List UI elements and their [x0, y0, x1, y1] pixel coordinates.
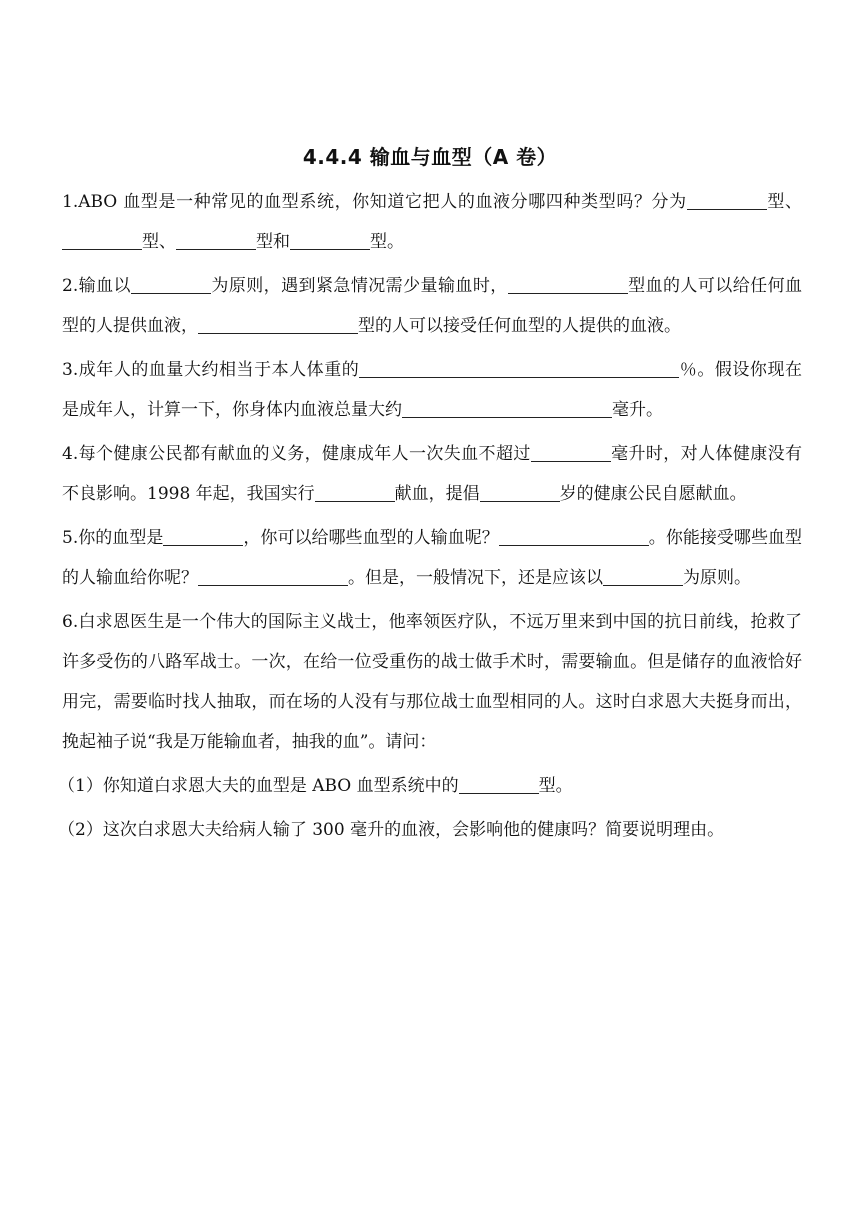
answer-blank[interactable] [687, 189, 767, 210]
question-4 [62, 434, 802, 514]
page-title: 4.4.4 输血与血型（A 卷） [302, 145, 558, 169]
answer-blank[interactable] [499, 525, 649, 546]
answer-blank[interactable] [459, 773, 539, 794]
question-1 [62, 182, 802, 262]
question-5-text: 。但是，一般情况下，还是应该以 [348, 568, 603, 588]
question-4-text: 毫升时，对人体健康没有不良影响。1998 年起，我国实行 [62, 444, 803, 504]
question-6-sub-2-text: （2）这次白求恩大夫给病人输了 300 毫升的血液，会影响他的健康吗？简要说明理由。 [58, 820, 725, 840]
question-1-text: 1.ABO 血型是一种常见的血型系统，你知道它把人的血液分哪四种类型吗？分为 [62, 192, 687, 212]
question-4-text: 岁的健康公民自愿献血。 [559, 484, 747, 504]
question-1-text: 型和 [256, 232, 290, 252]
question-3-text: ％。假设你现在是成年人，计算一下，你身体内血液总量大约 [62, 360, 802, 420]
question-6-text: 6.白求恩医生是一个伟大的国际主义战士，他率领医疗队，不远万里来到中国的抗日前线，抢救了许多受伤的八路军战士。一次，在给一位受重伤的战士做手术时，需要输血。但是储存的血液恰好用完，需要临时找人抽取，而在场的人没有与那位战士血型相同的人。这时白求恩大夫挺身而出，挽起袖子说“我是万能输血者，抽我的血”。请问： [62, 612, 802, 752]
question-2-text: 为原则，遇到紧急情况需少量输血时， [210, 276, 508, 296]
answer-blank[interactable] [402, 397, 612, 418]
question-6-sub-1-text: 型。 [538, 776, 573, 796]
question-3 [62, 350, 802, 430]
answer-blank[interactable] [480, 481, 560, 502]
question-2-text: 型的人可以接受任何血型的人提供的血液。 [358, 316, 681, 336]
question-1-text: 型。 [370, 232, 404, 252]
answer-blank[interactable] [531, 441, 611, 462]
answer-blank[interactable] [290, 229, 370, 250]
question-1-text: 型、 [766, 192, 803, 212]
answer-blank[interactable] [198, 565, 348, 586]
answer-blank[interactable] [131, 273, 211, 294]
answer-blank[interactable] [315, 481, 395, 502]
answer-blank[interactable] [198, 313, 358, 334]
question-2-text: 型血的人可以给任何血型的人提供血液， [62, 276, 803, 336]
answer-blank[interactable] [359, 357, 679, 378]
answer-blank[interactable] [163, 525, 243, 546]
question-4-text: 献血，提倡 [394, 484, 480, 504]
question-6 [62, 602, 802, 762]
question-5-text: ，你可以给哪些血型的人输血呢？ [243, 528, 499, 548]
question-5 [62, 518, 802, 598]
question-2 [62, 266, 802, 346]
question-6-sub-2 [58, 810, 802, 850]
answer-blank[interactable] [176, 229, 256, 250]
answer-blank[interactable] [603, 565, 683, 586]
question-5-text: 。你能接受哪些血型的人输血给你呢？ [62, 528, 803, 588]
question-3-text: 毫升。 [612, 400, 663, 420]
answer-blank[interactable] [62, 229, 142, 250]
question-4-text: 4.每个健康公民都有献血的义务，健康成年人一次失血不超过 [62, 444, 531, 464]
question-6-sub-1 [58, 766, 802, 806]
question-6-sub-1-text: （1）你知道白求恩大夫的血型是 ABO 血型系统中的 [58, 776, 459, 796]
question-5-text: 为原则。 [683, 568, 751, 588]
answer-blank[interactable] [508, 273, 628, 294]
question-list [58, 182, 803, 854]
question-1-text: 型、 [142, 232, 176, 252]
question-2-text: 2.输血以 [62, 276, 131, 296]
question-5-text: 5.你的血型是 [62, 528, 164, 548]
question-3-text: 3.成年人的血量大约相当于本人体重的 [62, 360, 360, 380]
